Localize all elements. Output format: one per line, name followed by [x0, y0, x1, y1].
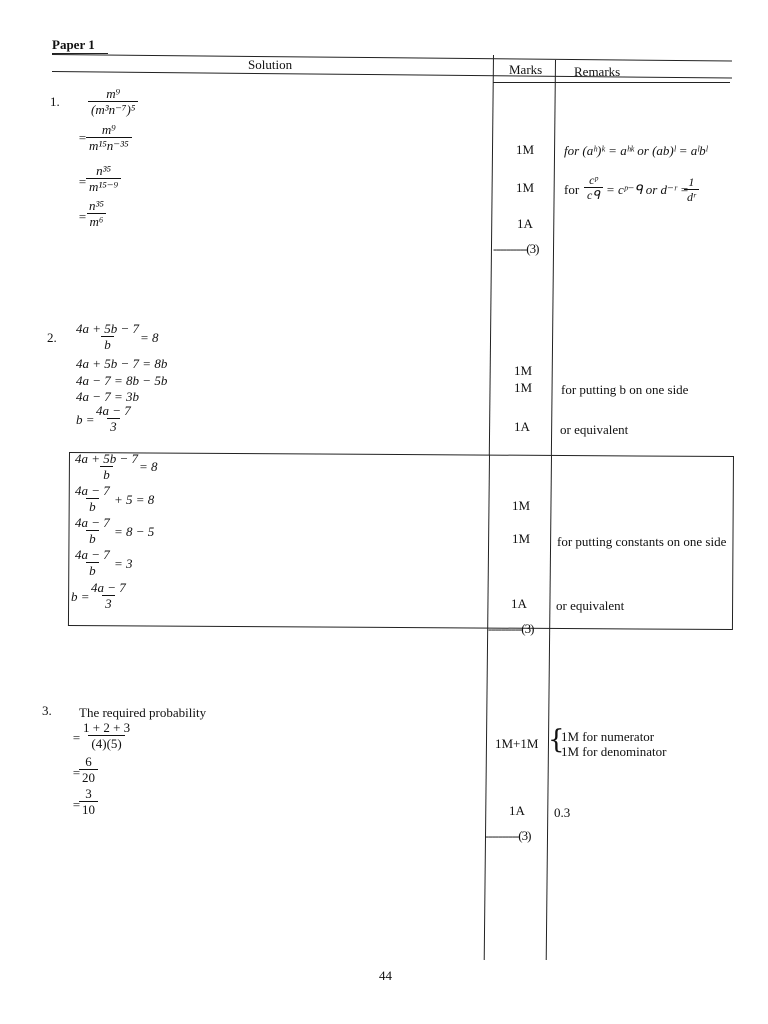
question-number-3: 3.: [42, 703, 52, 718]
q1-line1-fraction: [88, 87, 138, 116]
q1-line3-fraction: [86, 164, 121, 193]
q2b-line2-numerator: 4a − 7: [75, 483, 110, 498]
q3-line1-fraction: [80, 721, 133, 750]
q2b-line3-numerator: 4a − 7: [75, 515, 110, 530]
q1-line4-eq: =: [78, 209, 87, 224]
q2b-line5-denominator: 3: [102, 595, 115, 611]
q2-total-marks: ----------(3): [488, 621, 534, 636]
q2b-line2-denominator: b: [86, 498, 99, 514]
q3-line2-denominator: 20: [79, 769, 98, 785]
q3-remark-brace: {: [548, 725, 565, 755]
q1-remark-2-fraction-b: [684, 176, 699, 203]
q3-remark-1a: 1M for numerator: [561, 729, 655, 744]
q1-line3-eq: =: [78, 174, 87, 189]
q3-line3-denominator: 10: [79, 801, 98, 817]
q3-line1-eq: =: [72, 730, 81, 745]
q2b-mark-1: 1M: [512, 498, 531, 513]
q1-line1-denominator: (m³n⁻⁷)⁵: [88, 101, 138, 117]
q1-total-marks: ----------(3): [493, 241, 539, 256]
q2a-remark-3: or equivalent: [560, 422, 629, 437]
page-number: 44: [379, 968, 392, 983]
q1-line2-numerator: m⁹: [101, 122, 116, 137]
q2b-line4-numerator: 4a − 7: [75, 547, 110, 562]
q2b-line5-lhs: b =: [71, 589, 90, 604]
q2b-line1-numerator: 4a + 5b − 7: [75, 451, 139, 466]
q2b-remark-2: for putting constants on one side: [557, 534, 727, 549]
q2b-line1-denominator: b: [100, 466, 113, 482]
q2a-line5-lhs: b =: [76, 412, 95, 427]
q1-line4-denominator: m⁶: [87, 213, 107, 229]
q1-line2-eq: =: [78, 130, 87, 145]
q1-mark-2: 1M: [516, 180, 535, 195]
q3-line1-numerator: 1 + 2 + 3: [83, 720, 131, 735]
q1-remark-2-for: for: [564, 182, 580, 197]
q2a-line5-fraction: [93, 404, 134, 433]
q2a-line1-rhs: = 8: [140, 330, 159, 345]
q1-remark-2-denominator-a: cᑫ: [584, 187, 603, 202]
q1-remark-1: for (aʰ)ᵏ = aʰᵏ or (ab)ˡ = aˡbˡ: [564, 143, 708, 158]
q3-intro: The required probability: [79, 705, 207, 720]
question-number-1: 1.: [50, 94, 60, 109]
q1-line4-fraction: [86, 199, 107, 228]
q2a-line2: 4a + 5b − 7 = 8b: [76, 356, 168, 371]
q2a-mark-2: 1M: [514, 380, 533, 395]
q1-remark-2-denominator-b: dʳ: [684, 189, 699, 204]
q2a-line1-fraction: [73, 322, 142, 351]
q2b-line4-fraction: [72, 548, 113, 577]
q1-line2-denominator: m¹⁵n⁻³⁵: [86, 137, 132, 153]
q3-line3-numerator: 3: [85, 786, 92, 801]
q2b-line2-rhs: + 5 = 8: [114, 492, 155, 507]
q1-remark-2-numerator-b: 1: [688, 175, 695, 189]
q3-line3-eq: =: [72, 797, 81, 812]
q2a-line1-denominator: b: [101, 336, 114, 352]
q3-line2-eq: =: [72, 765, 81, 780]
q2b-line3-rhs: = 8 − 5: [114, 524, 155, 539]
column-header-marks: Marks: [509, 62, 543, 77]
q2a-mark-3: 1A: [514, 419, 530, 434]
q3-remark-2: 0.3: [554, 805, 571, 820]
q2b-mark-3: 1A: [511, 596, 527, 611]
q2a-line3: 4a − 7 = 8b − 5b: [76, 373, 168, 388]
table-header-rule-right: [493, 82, 730, 83]
column-header-remarks: Remarks: [574, 64, 621, 79]
q3-total-marks: ----------(3): [485, 828, 531, 843]
q2b-line5-numerator: 4a − 7: [91, 580, 126, 595]
q1-line2-fraction: [86, 123, 132, 152]
q2b-remark-3: or equivalent: [556, 598, 625, 613]
q2a-line5-numerator: 4a − 7: [96, 403, 131, 418]
q3-line1-denominator: (4)(5): [88, 735, 124, 751]
q3-line2-numerator: 6: [85, 754, 92, 769]
q1-line4-numerator: n³⁵: [89, 198, 104, 213]
q2b-line4-denominator: b: [86, 562, 99, 578]
q1-line3-numerator: n³⁵: [96, 163, 112, 178]
q2b-line1-fraction: [72, 452, 141, 481]
q2b-line5-fraction: [88, 581, 129, 610]
question-number-2: 2.: [47, 330, 57, 345]
q3-line3-fraction: [79, 787, 98, 816]
q2b-line2-fraction: [72, 484, 113, 513]
q3-mark-1: 1M+1M: [495, 736, 539, 751]
q2b-line3-fraction: [72, 516, 113, 545]
q2b-line1-rhs: = 8: [139, 459, 158, 474]
q2a-mark-1: 1M: [514, 363, 533, 378]
remarks-column-left-rule: [551, 60, 556, 455]
q1-remark-2-fraction-a: [584, 174, 603, 201]
q1-mark-1: 1M: [516, 142, 535, 157]
q3-remark-1b: 1M for denominator: [561, 744, 667, 759]
q2b-line3-denominator: b: [86, 530, 99, 546]
paper-title: Paper 1: [52, 37, 95, 52]
table-top-rule: [52, 54, 732, 62]
q1-line1-numerator: m⁹: [106, 86, 121, 101]
q3-line2-fraction: [79, 755, 98, 784]
q2a-line5-denominator: 3: [107, 418, 120, 434]
q2a-remark-2: for putting b on one side: [561, 382, 689, 397]
q2b-mark-2: 1M: [512, 531, 531, 546]
q1-mark-3: 1A: [517, 216, 533, 231]
q1-remark-2-numerator-a: cᵖ: [589, 173, 598, 187]
q2b-line4-rhs: = 3: [114, 556, 133, 571]
q2a-line1-numerator: 4a + 5b − 7: [76, 321, 140, 336]
q3-mark-2: 1A: [509, 803, 525, 818]
q1-remark-2-mid: = cᵖ⁻ᑫ or d⁻ʳ =: [606, 182, 689, 197]
q1-line3-denominator: m¹⁵⁻⁹: [86, 178, 121, 194]
q2a-line4: 4a − 7 = 3b: [76, 389, 140, 404]
column-header-solution: Solution: [248, 57, 293, 72]
table-header-rule: [52, 71, 732, 79]
